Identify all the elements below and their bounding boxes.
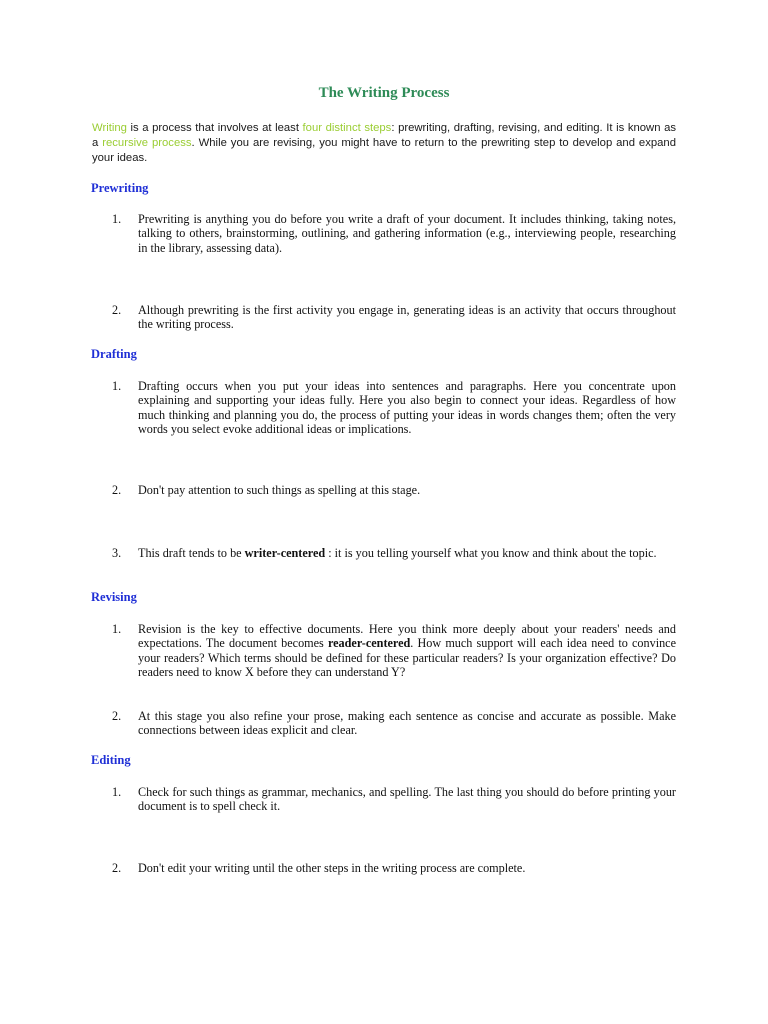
list-item-text-part: . How much support will each idea need to convince your readers? Which terms should be defined for these particular readers? Is your organization effective? Do readers need to know X before they can understand Y? (138, 636, 676, 679)
list-item-text (138, 622, 676, 679)
intro-paragraph (92, 121, 676, 166)
intro-term-four-steps: four distinct steps (302, 122, 392, 134)
list-number: 2. (112, 709, 122, 723)
list-item-text: Check for such things as grammar, mechanics, and spelling. The last thing you should do before printing your document is to spell check it. (138, 785, 676, 814)
list-number: 2. (112, 861, 122, 875)
intro-term-writing: Writing (92, 122, 127, 134)
list-number: 2. (112, 303, 122, 317)
list-number: 1. (112, 212, 122, 226)
list-item-text-part: Revision is the key to effective documents. Here you think more deeply about your readers' needs and expectations. The document becomes (138, 622, 676, 651)
heading-drafting: Drafting (91, 347, 137, 361)
list-number: 2. (112, 483, 122, 497)
list-item-text: Drafting occurs when you put your ideas into sentences and paragraphs. Here you concentrate upon explaining and supporting your ideas fully. Here you also begin to connect your ideas. Regardless of how much thinking and planning you do, the process of putting your ideas in words changes them; often the very words you select evoke additional ideas or implications. (138, 379, 676, 436)
list-item-text: At this stage you also refine your prose, making each sentence as concise and accurate as possible. Make connections between ideas explicit and clear. (138, 709, 676, 738)
intro-text: : prewriting, drafting, revising, and editing. It is known as a (92, 122, 677, 149)
list-item-text: Don't pay attention to such things as spelling at this stage. (138, 483, 421, 497)
intro-text: . While you are revising, you might have to return to the prewriting step to develop and expand your ideas. (92, 137, 676, 164)
heading-revising: Revising (91, 590, 137, 604)
list-number: 1. (112, 785, 122, 799)
list-item-text: Don't edit your writing until the other steps in the writing process are complete. (138, 861, 526, 875)
list-item-text: Although prewriting is the first activity you engage in, generating ideas is an activity that occurs throughout the writing process. (138, 303, 676, 332)
list-number: 3. (112, 546, 122, 560)
document-title: The Writing Process (318, 85, 450, 101)
heading-editing: Editing (91, 753, 131, 767)
intro-term-recursive: recursive process (102, 137, 192, 149)
list-item-text: Prewriting is anything you do before you write a draft of your document. It includes thinking, taking notes, talking to others, brainstorming, outlining, and gathering information (e.g., interviewing people, researching in the library, assessing data). (138, 212, 676, 255)
heading-prewriting: Prewriting (91, 181, 149, 195)
intro-text: is a process that involves at least (126, 122, 303, 134)
list-item-text-part: This draft tends to be (138, 546, 245, 560)
list-number: 1. (112, 622, 122, 636)
bold-term-writer-centered: writer-centered (244, 546, 326, 560)
list-number: 1. (112, 379, 122, 393)
list-item-text (138, 546, 676, 560)
bold-term-reader-centered: reader-centered (327, 636, 411, 651)
list-item-text-part: : it is you telling yourself what you know and think about the topic. (325, 546, 657, 560)
